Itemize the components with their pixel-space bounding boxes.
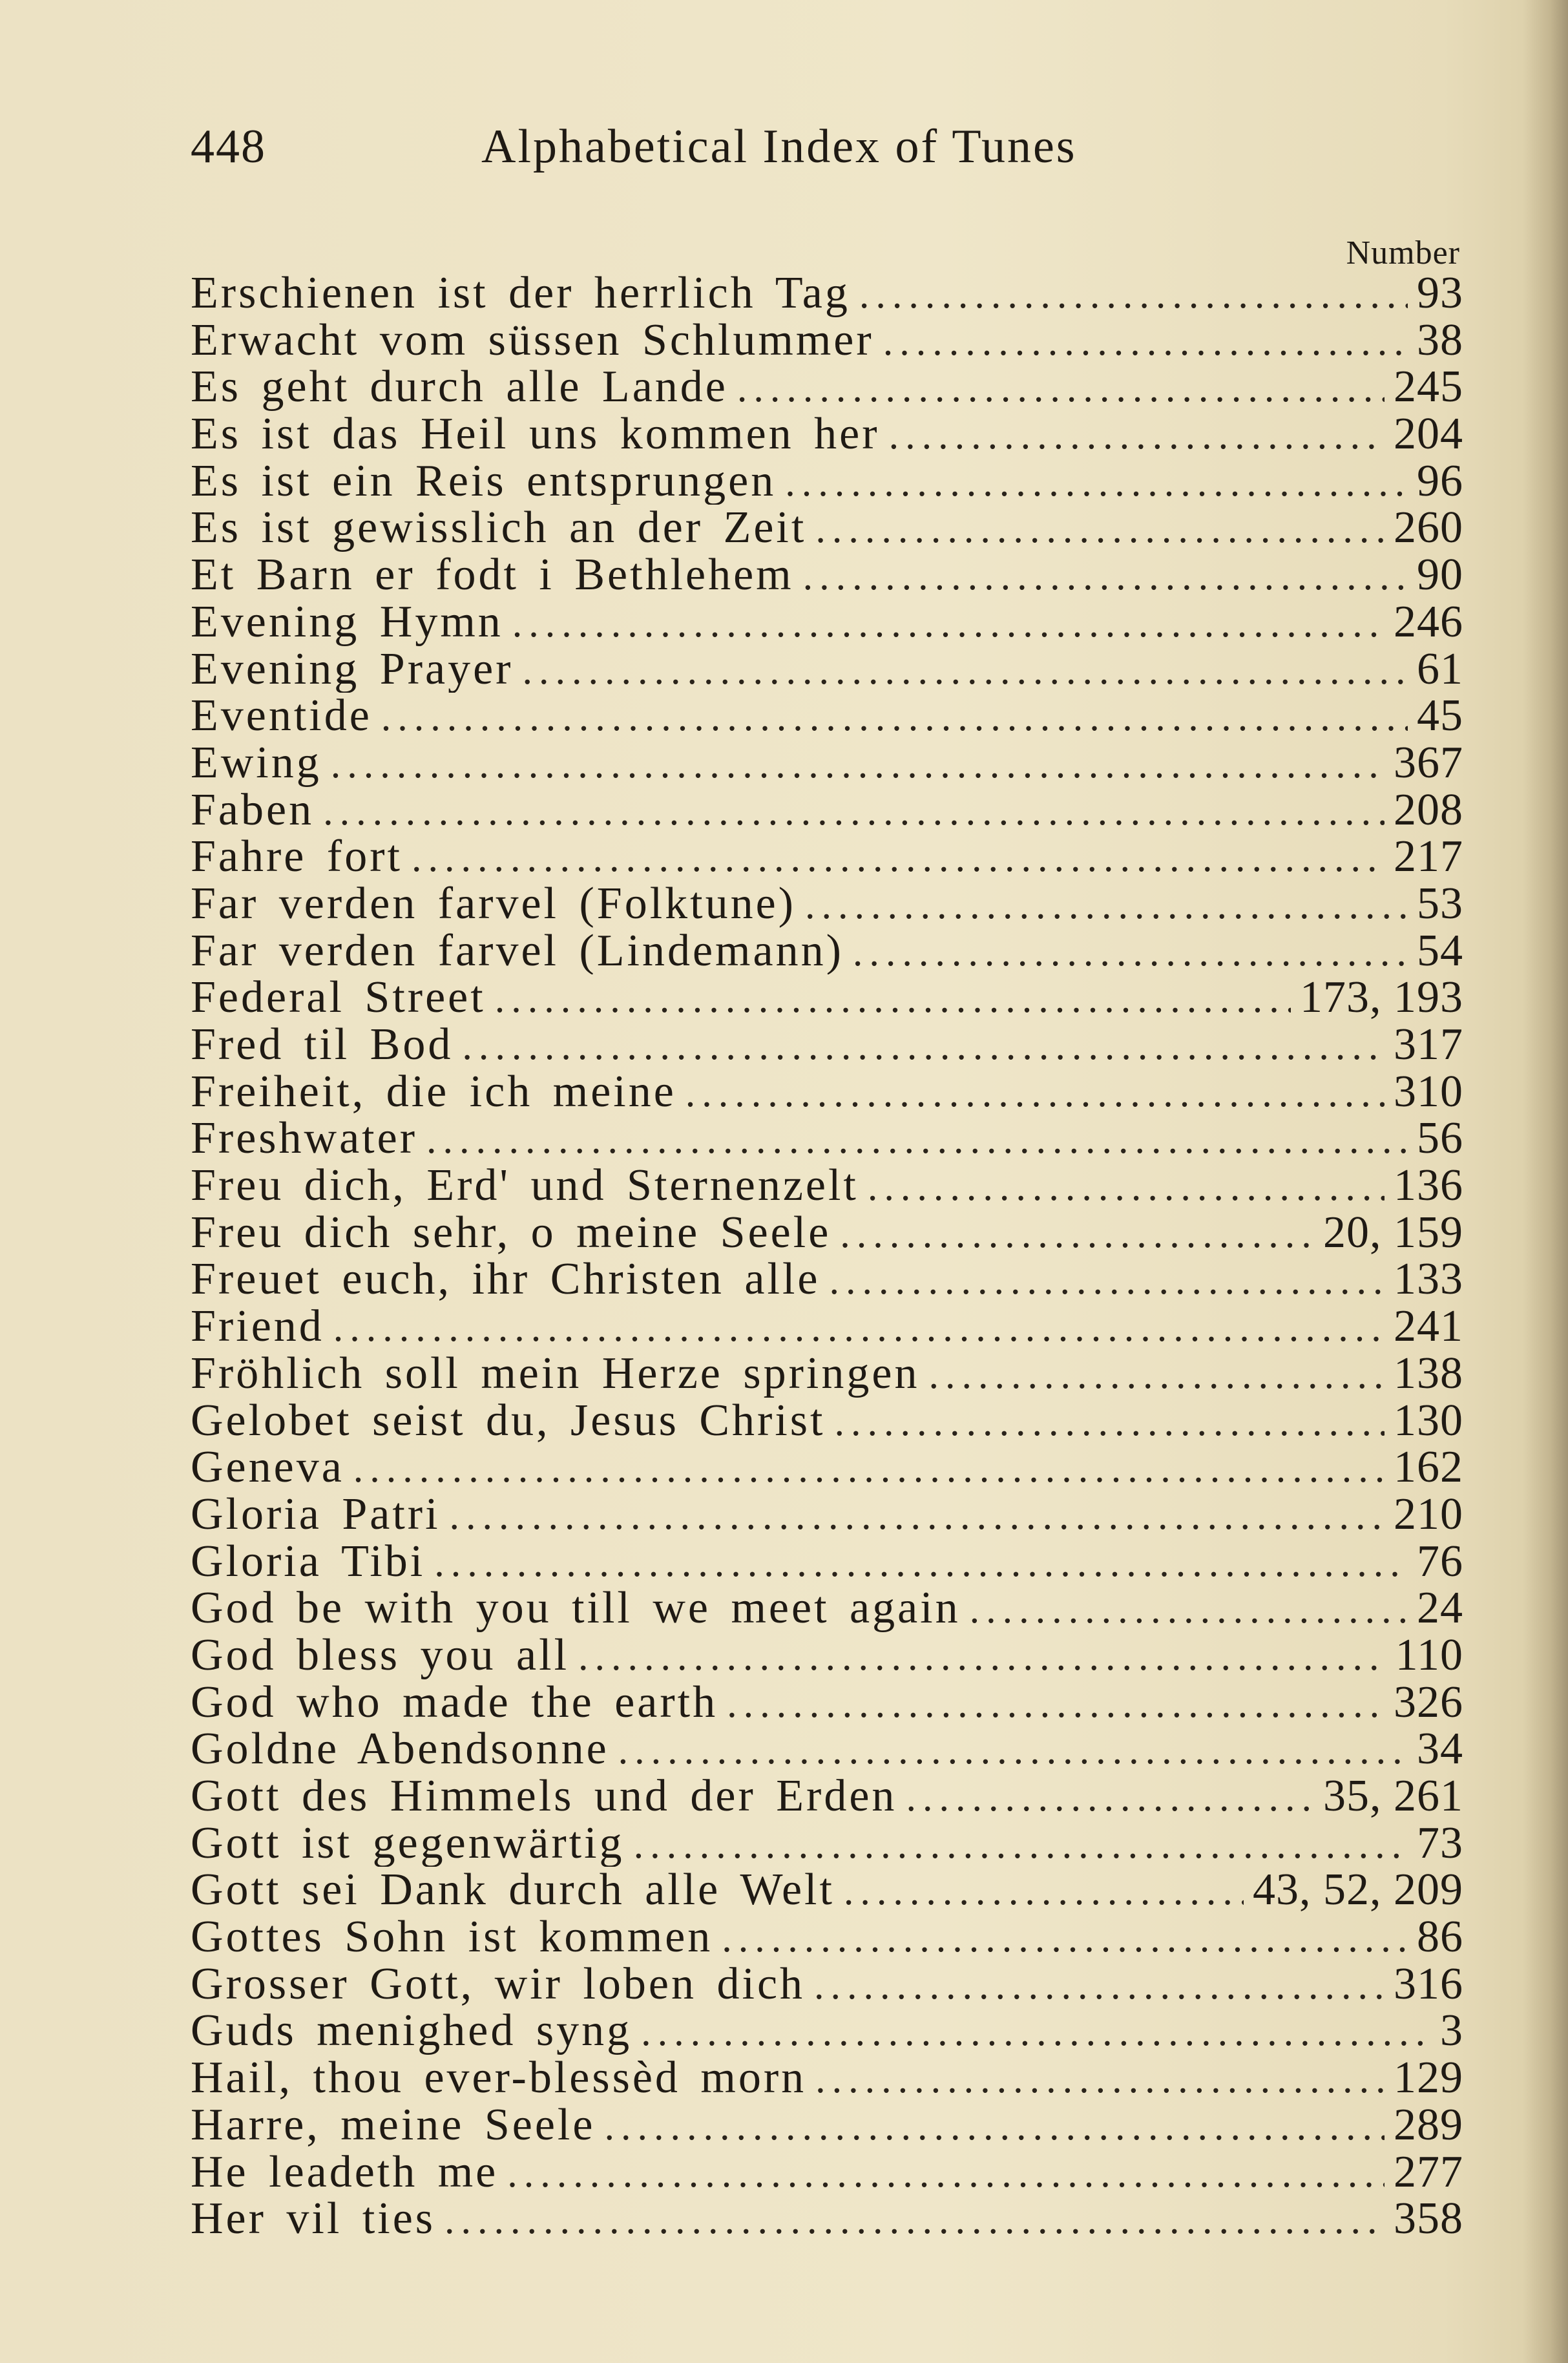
hymn-numbers: 367 [1394,739,1463,787]
dot-leader [434,1540,1408,1586]
hymn-numbers: 35, 261 [1323,1773,1463,1820]
hymn-numbers: 326 [1394,1679,1463,1727]
hymn-numbers: 317 [1394,1022,1463,1069]
dot-leader [353,1445,1385,1491]
index-entry [191,693,1463,740]
tune-name: Es geht durch alle Lande [191,364,728,412]
dot-leader [444,2197,1385,2243]
index-entry [191,834,1463,881]
index-entry [191,1303,1463,1350]
dot-leader [604,2103,1385,2149]
hymn-numbers: 204 [1394,411,1463,458]
index-entry [191,599,1463,646]
hymn-numbers: 54 [1417,927,1463,975]
index-entry [191,505,1463,552]
hymn-numbers: 93 [1417,270,1463,317]
tune-name: Geneva [191,1444,344,1491]
dot-leader [462,1023,1385,1069]
tune-name: Guds menighed syng [191,2008,632,2055]
tune-name: Es ist gewisslich an der Zeit [191,505,807,552]
index-entry [191,787,1463,834]
tune-name: Gloria Patri [191,1491,441,1539]
dot-leader [815,506,1385,552]
tune-name: God who made the earth [191,1679,718,1727]
dot-leader [685,1070,1385,1116]
index-entry [191,646,1463,693]
dot-leader [618,1727,1408,1773]
hymn-numbers: 34 [1417,1726,1463,1773]
dot-leader [722,1915,1408,1961]
index-entry [191,2102,1463,2149]
tune-name: Fahre fort [191,834,402,881]
dot-leader [381,694,1408,740]
page-number: 448 [191,120,266,173]
index-entry [191,2055,1463,2102]
tune-name: Freiheit, die ich meine [191,1068,676,1116]
hymn-numbers: 310 [1394,1068,1463,1116]
hymn-numbers: 20, 159 [1323,1209,1463,1257]
index-entry [191,1961,1463,2008]
index-entry [191,1679,1463,1727]
tune-name: Friend [191,1303,324,1350]
hymn-numbers: 73 [1417,1820,1463,1867]
index-entry [191,1398,1463,1445]
tune-name: Her vil ties [191,2196,436,2243]
tune-name: Freuet euch, ihr Christen alle [191,1256,821,1304]
tune-name: Fröhlich soll mein Herze springen [191,1350,920,1398]
tune-name: Evening Prayer [191,646,514,693]
tune-name: Gloria Tibi [191,1538,426,1586]
dot-leader [512,600,1385,646]
dot-leader [412,835,1385,881]
hymn-numbers: 358 [1394,2196,1463,2243]
dot-leader [333,1305,1385,1350]
index-entry [191,1491,1463,1539]
dot-leader [859,271,1408,317]
hymn-numbers: 61 [1417,646,1463,693]
index-entry [191,2149,1463,2196]
tune-name: Et Barn er fodt i Bethlehem [191,552,794,599]
hymn-numbers: 245 [1394,364,1463,412]
tune-name: Freu dich sehr, o meine Seele [191,1209,831,1257]
dot-leader [889,412,1385,458]
tune-name: Ewing [191,739,322,787]
tune-name: Gelobet seist du, Jesus Christ [191,1397,826,1445]
tune-name: Es ist ein Reis entsprungen [191,457,777,505]
index-entry [191,1914,1463,1961]
tune-name: God bless you all [191,1632,570,1679]
hymn-numbers: 56 [1417,1115,1463,1163]
index-entry [191,1069,1463,1116]
running-title: Alphabetical Index of Tunes [481,120,1077,173]
hymn-numbers: 241 [1394,1303,1463,1350]
page-header [191,111,1237,182]
dot-leader [737,365,1385,411]
tune-name: Harre, meine Seele [191,2101,596,2149]
hymn-numbers: 90 [1417,552,1463,599]
dot-leader [815,2056,1385,2102]
dot-leader [634,1822,1408,1867]
hymn-numbers: 136 [1394,1162,1463,1210]
dot-leader [426,1117,1408,1162]
index-entry [191,1115,1463,1162]
index-entry [191,270,1463,317]
tune-name: Faben [191,786,315,834]
dot-leader [970,1586,1408,1632]
index-entry [191,1350,1463,1398]
hymn-numbers: 138 [1394,1350,1463,1398]
hymn-numbers: 316 [1394,1960,1463,2008]
hymn-numbers: 217 [1394,834,1463,881]
dot-leader [805,882,1408,928]
tune-name: Gott sei Dank durch alle Welt [191,1867,835,1915]
dot-leader [868,1164,1385,1210]
dot-leader [578,1633,1386,1679]
dot-leader [641,2009,1431,2055]
tune-name: Grosser Gott, wir loben dich [191,1960,806,2008]
spine-shadow [1523,0,1568,2363]
hymn-numbers: 130 [1394,1397,1463,1445]
hymn-numbers: 86 [1417,1914,1463,1961]
dot-leader [834,1399,1385,1445]
dot-leader [507,2150,1385,2196]
hymn-numbers: 208 [1394,786,1463,834]
dot-leader [906,1774,1314,1820]
hymn-numbers: 277 [1394,2148,1463,2196]
hymn-numbers: 246 [1394,598,1463,646]
hymn-numbers: 162 [1394,1444,1463,1491]
tune-index-list [191,270,1463,2243]
hymn-numbers: 289 [1394,2101,1463,2149]
hymn-numbers: 96 [1417,457,1463,505]
hymn-numbers: 110 [1395,1632,1463,1679]
index-entry [191,1726,1463,1773]
dot-leader [495,976,1291,1022]
index-entry [191,1162,1463,1210]
tune-name: Eventide [191,693,372,740]
hymn-numbers: 53 [1417,880,1463,928]
dot-leader [928,1352,1385,1398]
dot-leader [840,1211,1314,1257]
hymn-numbers: 43, 52, 209 [1253,1867,1463,1915]
index-entry [191,1539,1463,1586]
dot-leader [883,319,1408,364]
tune-name: Far verden farvel (Lindemann) [191,927,844,975]
tune-name: Evening Hymn [191,598,503,646]
index-entry [191,1867,1463,1914]
index-entry [191,1210,1463,1257]
index-entry [191,458,1463,505]
index-entry [191,1773,1463,1820]
hymn-numbers: 3 [1440,2008,1463,2055]
dot-leader [727,1681,1385,1727]
index-entry [191,881,1463,928]
hymn-numbers: 129 [1394,2055,1463,2102]
dot-leader [814,1962,1385,2008]
dot-leader [853,929,1408,975]
dot-leader [844,1868,1244,1914]
index-entry [191,552,1463,599]
tune-name: Far verden farvel (Folktune) [191,880,796,928]
tune-name: Federal Street [191,974,486,1022]
dot-leader [450,1493,1385,1539]
dot-leader [522,647,1408,693]
tune-name: Fred til Bod [191,1022,454,1069]
index-entry [191,2008,1463,2055]
index-entry [191,1632,1463,1679]
index-entry [191,1444,1463,1491]
tune-name: Es ist das Heil uns kommen her [191,411,880,458]
tune-name: God be with you till we meet again [191,1585,961,1632]
dot-leader [331,741,1385,787]
hymn-numbers: 260 [1394,505,1463,552]
tune-name: Erschienen ist der herrlich Tag [191,270,850,317]
hymn-numbers: 133 [1394,1256,1463,1304]
index-entry [191,317,1463,364]
index-entry [191,1585,1463,1632]
tune-name: Gott des Himmels und der Erden [191,1773,897,1820]
tune-name: Gottes Sohn ist kommen [191,1914,713,1961]
hymn-numbers: 210 [1394,1491,1463,1539]
tune-name: Goldne Abendsonne [191,1726,609,1773]
hymn-numbers: 45 [1417,693,1463,740]
dot-leader [323,788,1385,834]
dot-leader [829,1257,1385,1303]
tune-name: Gott ist gegenwärtig [191,1820,625,1867]
hymn-numbers: 76 [1417,1538,1463,1586]
hymn-numbers: 173, 193 [1300,974,1463,1022]
index-entry [191,928,1463,975]
index-entry [191,740,1463,787]
index-entry [191,364,1463,411]
hymn-numbers: 38 [1417,317,1463,364]
tune-name: He leadeth me [191,2148,499,2196]
tune-name: Hail, thou ever-blessèd morn [191,2055,807,2102]
dot-leader [785,459,1408,505]
tune-name: Freu dich, Erd' und Sternenzelt [191,1162,859,1210]
tune-name: Freshwater [191,1115,418,1163]
index-entry [191,1256,1463,1303]
index-entry [191,2196,1463,2243]
tune-name: Erwacht vom süssen Schlummer [191,317,874,364]
index-entry [191,411,1463,458]
index-entry [191,1820,1463,1867]
index-entry [191,974,1463,1022]
hymn-numbers: 24 [1417,1585,1463,1632]
number-column-label: Number [1346,235,1460,271]
dot-leader [803,553,1408,599]
index-entry [191,1022,1463,1069]
